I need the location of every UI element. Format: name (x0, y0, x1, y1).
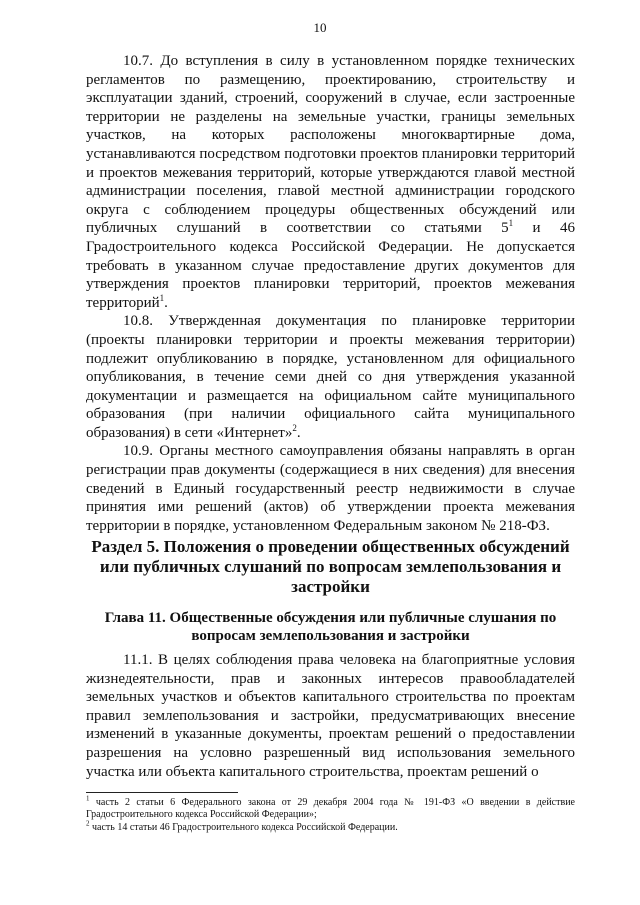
paragraph-text: 10.7. До вступления в силу в установленном порядке технических регламентов по размещению, проектированию, строительству и эксплуатации зданий, строений, сооружений в случае, если застроенные территории не разделены на земельные участки, границы земельных участков, на которых расположены многоквартирные дома, устанавливаются посредством подготовки проектов планировки территорий и проектов межевания территорий, которые утверждаются главой местной администрации поселения, главой местной администрации городского округа с соблюдением процедуры общественных обсуждений или публичных слушаний в соответствии со статьями 5 (86, 53, 575, 237)
section-title: Раздел 5. Положения о проведении общественных обсуждений или публичных слушаний по вопросам землепользования и застройки (91, 537, 570, 596)
footnote-mark: 1 (86, 794, 90, 803)
paragraph-text: . (164, 294, 168, 311)
footnote-ref: 1 (508, 218, 514, 229)
paragraph-text: . (296, 424, 301, 441)
footnote-2 (86, 819, 575, 834)
paragraph-text: и 46 Градостроительного кодекса Российской Федерации. Не допускается требовать в указанном случае предоставление других документов для утверждения проектов планировки территорий, проектов межевания территорий (86, 220, 575, 311)
paragraph-10-7 (86, 52, 575, 312)
page-number: 10 (313, 20, 327, 35)
body-text-bottom (86, 651, 575, 781)
body-text-top (86, 52, 575, 535)
footnote-text: часть 14 статьи 46 Градостроительного кодекса Российской Федерации. (89, 822, 398, 833)
footnote-1 (86, 794, 575, 821)
paragraph-11-1: 11.1. В целях соблюдения права человека на благоприятные условия жизнедеятельности, прав и законных интересов правообладателей земельных участков и объектов капитального строительства по проектам правил землепользования и застройки, предусматривающих внесение изменений в указанные документы, проектам решений о предоставлении разрешения на условно разрешенный вид использования земельного участка или объекта капитального строительства, проектам решений о (86, 652, 575, 780)
footnote-ref: 1 (159, 292, 165, 303)
footnote-divider (86, 792, 238, 793)
footnote-text: часть 2 статьи 6 Федерального закона от 29 декабря 2004 года № 191-ФЗ «О введении в действие Градостроительного кодекса Российской Федерации»; (86, 797, 575, 820)
footnote-mark: 2 (86, 819, 90, 828)
footnotes (86, 794, 575, 835)
chapter-title: Глава 11. Общественные обсуждения или публичные слушания по вопросам землепользования и застройки (104, 610, 557, 644)
paragraph-10-8 (86, 312, 575, 442)
paragraph-10-9: 10.9. Органы местного самоуправления обязаны направлять в орган регистрации прав документы (содержащиеся в них сведения) для внесения сведений в Единый государственный реестр недвижимости в случае принятия ими решений (актов) об утверждении проекта межевания территории в порядке, установленном Федеральным законом № 218-ФЗ. (86, 443, 575, 534)
footnote-ref: 2 (292, 422, 297, 433)
paragraph-text: 10.8. Утвержденная документация по планировке территории (проекты планировки территории и проекты межевания территории) подлежит опубликованию в порядке, установленном для официального опубликования, в течение семи дней со дня утверждения указанной документации и размещается на официальном сайте муниципального образования (при наличии официального сайта муниципального образования) в сети «Интернет» (86, 313, 575, 441)
